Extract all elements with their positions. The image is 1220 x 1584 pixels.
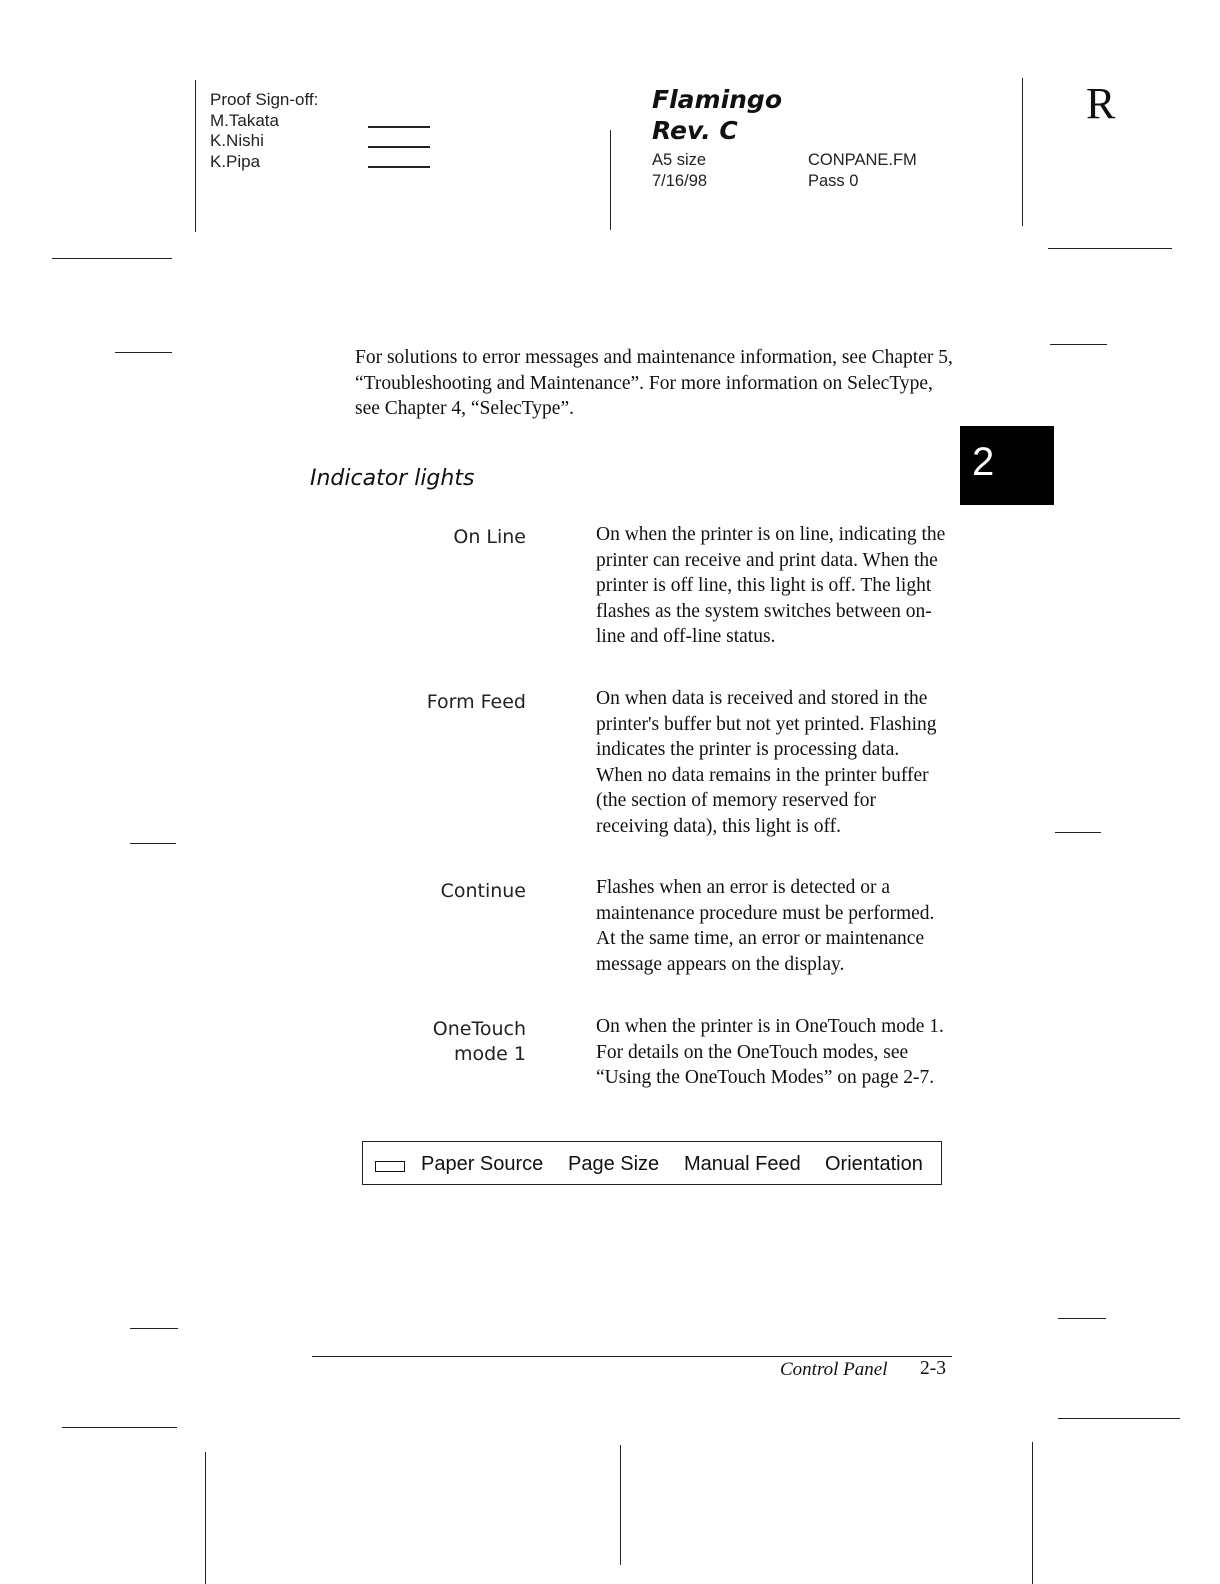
panel-lamp-icon [375,1161,405,1172]
revision: Rev. C [652,116,738,145]
crop-mark [130,843,176,844]
project-header [652,84,782,146]
footer-title: Control Panel [780,1359,888,1380]
proof-signoff [210,90,318,172]
crop-mark [1058,1318,1106,1319]
crop-mark [52,258,172,259]
signature-line [368,166,430,168]
panel-label: Manual Feed [684,1153,801,1175]
intro-paragraph: For solutions to error messages and maintenance information, see Chapter 5, “Troubleshooting and Maintenance”. For more information on SelecType, see Chapter 4, “SelecType”. [355,347,953,419]
crop-mark [205,1452,206,1584]
crop-mark [1032,1442,1033,1584]
crop-mark [620,1445,621,1565]
crop-mark [1055,832,1101,833]
indicator-label: Continue [440,880,526,902]
crop-mark [62,1427,177,1428]
indicator-description: On when the printer is in OneTouch mode 1. For details on the OneTouch modes, see “Using the OneTouch Modes” on page 2-7. [596,1016,944,1088]
pass: Pass 0 [808,172,859,190]
crop-mark [1022,78,1023,226]
indicator-label: Form Feed [426,691,526,713]
page-size: A5 size [652,151,707,169]
chapter-tab [960,426,1054,505]
revision-mark: R [1086,79,1116,128]
project-name: Flamingo [652,85,783,114]
crop-mark [115,352,172,353]
indicator-description: On when data is received and stored in the printer's buffer but not yet printed. Flashing indicates the printer is processing data. When no data remains in the printer buffer (the section of memory reserved for receiving data), this light is off. [596,688,937,837]
footer-rule [312,1356,952,1357]
page-number: 2-3 [920,1358,946,1379]
crop-mark [1058,1418,1180,1419]
panel-label: Page Size [568,1153,660,1175]
file-name: CONPANE.FM [808,151,917,169]
date: 7/16/98 [652,172,708,190]
signature-line [368,126,430,128]
chapter-number: 2 [972,440,995,484]
signer-name: K.Pipa [210,151,261,171]
crop-mark [610,130,611,230]
signer-name: M.Takata [210,110,279,130]
size-info [652,150,707,192]
indicator-description: Flashes when an error is detected or a maintenance procedure must be performed. At the same time, an error or maintenance message appears on the display. [596,877,935,975]
indicator-description: On when the printer is on line, indicating the printer can receive and print data. When the printer is off line, this light is off. The light flashes as the system switches between on-line and off-line status. [596,524,946,647]
section-heading: Indicator lights [310,466,475,491]
crop-mark [130,1328,178,1329]
signer-name: K.Nishi [210,131,264,150]
file-info [808,150,917,192]
panel-label: Orientation [825,1153,923,1175]
crop-mark [1050,344,1107,345]
control-panel-strip [362,1141,942,1185]
crop-mark [195,80,196,232]
panel-label: Paper Source [421,1153,544,1175]
signoff-label: Proof Sign-off: [210,90,319,109]
signature-line [368,146,430,148]
crop-mark [1048,248,1172,249]
indicator-label: On Line [453,526,526,548]
indicator-label: OneTouch mode 1 [432,1018,526,1065]
